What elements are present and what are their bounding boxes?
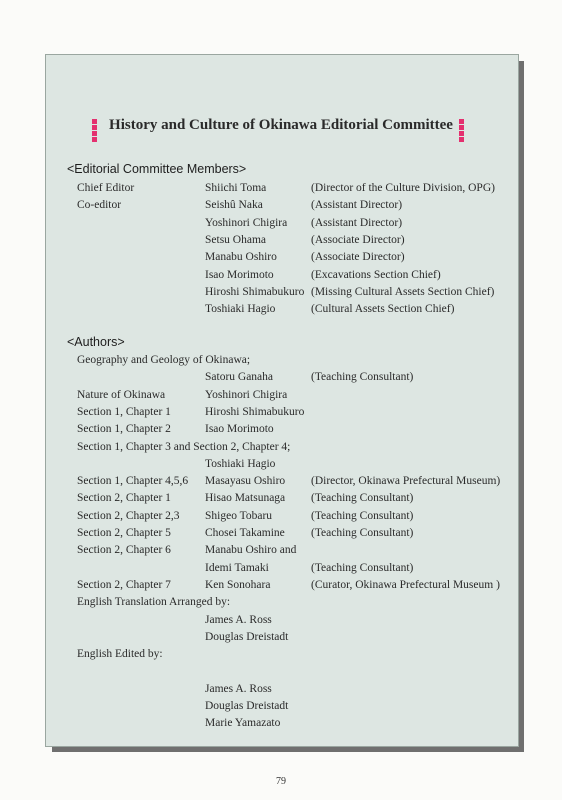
credit-title: (Assistant Director): [311, 216, 403, 229]
credit-name: Seishû Naka: [205, 199, 263, 212]
credit-row: [0, 301, 562, 318]
credit-title: (Teaching Consultant): [311, 492, 414, 505]
credit-name: Toshiaki Hagio: [205, 303, 276, 316]
credit-name: Satoru Ganaha: [205, 371, 274, 384]
credit-row: [0, 577, 562, 594]
credit-title: (Teaching Consultant): [311, 509, 414, 522]
credit-name: Idemi Tamaki: [205, 561, 269, 574]
credit-role: Co-editor: [77, 199, 122, 212]
credit-name: Chosei Takamine: [205, 527, 285, 539]
credit-row: [0, 681, 562, 698]
credit-title: (Teaching Consultant): [311, 527, 414, 539]
ornament-squares-icon: [459, 119, 470, 130]
credit-row: [0, 352, 562, 369]
page-number: 79: [276, 776, 286, 787]
credit-row: [0, 490, 562, 507]
credit-name: Ken Sonohara: [205, 578, 271, 591]
credit-title: (Teaching Consultant): [311, 561, 414, 574]
credit-row: [0, 369, 562, 386]
credit-title: (Associate Director): [311, 233, 405, 246]
credit-row: [0, 525, 562, 542]
credit-role: Section 1, Chapter 1: [77, 405, 171, 418]
credit-name: Toshiaki Hagio: [205, 457, 276, 470]
credit-row: [0, 698, 562, 715]
credit-role: Section 1, Chapter 3 and Section 2, Chapter 4;: [77, 440, 291, 453]
credit-title: (Associate Director): [311, 251, 405, 264]
credit-role: Nature of Okinawa: [77, 388, 166, 401]
credit-name: Marie Yamazato: [205, 717, 281, 730]
credit-name: Shigeo Tobaru: [205, 509, 273, 522]
credit-row: [0, 284, 562, 301]
credit-title: (Cultural Assets Section Chief): [311, 303, 455, 316]
credit-title: (Director of the Culture Division, OPG): [311, 182, 495, 194]
credit-name: Douglas Dreistadt: [205, 630, 289, 643]
credit-name: Hiroshi Shimabukuro: [205, 285, 305, 298]
credit-row: [0, 387, 562, 404]
credit-name: Manabu Oshiro: [205, 251, 277, 264]
credit-row: [0, 215, 562, 232]
credit-name: Douglas Dreistadt: [205, 700, 289, 712]
credit-name: Shiichi Toma: [205, 182, 267, 194]
credit-row: [0, 715, 562, 732]
credit-row: [0, 232, 562, 249]
credit-role: Section 2, Chapter 1: [77, 492, 171, 505]
credit-row: [0, 197, 562, 214]
credit-row: [0, 594, 562, 611]
credit-name: Isao Morimoto: [205, 423, 274, 436]
credit-role: Section 2, Chapter 2,3: [77, 509, 180, 522]
ornament-squares-icon: [92, 119, 103, 130]
credit-row: [0, 473, 562, 490]
credit-name: Masayasu Oshiro: [205, 475, 286, 488]
credit-role: English Edited by:: [77, 648, 163, 661]
credit-role: Section 1, Chapter 2: [77, 423, 171, 436]
credit-name: Hisao Matsunaga: [205, 492, 286, 505]
credit-row: [0, 560, 562, 577]
credit-row: [0, 404, 562, 421]
credit-role: Section 2, Chapter 7: [77, 578, 171, 591]
credit-row: [0, 629, 562, 646]
credit-row: [0, 249, 562, 266]
credit-title: (Curator, Okinawa Prefectural Museum ): [311, 578, 500, 591]
credit-name: Setsu Ohama: [205, 233, 267, 246]
credit-role: Chief Editor: [77, 182, 135, 194]
credit-name: Hiroshi Shimabukuro: [205, 405, 305, 418]
credit-row: [0, 646, 562, 663]
credit-row: [0, 663, 562, 680]
credit-role: Section 2, Chapter 6: [77, 544, 171, 557]
credit-row: [0, 180, 562, 197]
credit-row: [0, 508, 562, 525]
credit-name: James A. Ross: [205, 682, 272, 695]
credit-role: Geography and Geology of Okinawa;: [77, 354, 251, 366]
authors-heading: <Authors>: [67, 335, 125, 349]
credit-title: (Director, Okinawa Prefectural Museum): [311, 475, 501, 488]
credit-role: Section 2, Chapter 5: [77, 527, 171, 539]
credit-role: Section 1, Chapter 4,5,6: [77, 475, 189, 488]
credit-name: James A. Ross: [205, 613, 272, 626]
title-text: History and Culture of Okinawa Editorial Committee: [109, 117, 453, 133]
credit-row: [0, 439, 562, 456]
credit-row: [0, 421, 562, 438]
credit-title: (Missing Cultural Assets Section Chief): [311, 285, 495, 298]
credit-row: [0, 542, 562, 559]
credit-name: Manabu Oshiro and: [205, 544, 297, 557]
credit-name: Yoshinori Chigira: [205, 216, 288, 229]
credit-title: (Excavations Section Chief): [311, 268, 441, 281]
credit-title: (Teaching Consultant): [311, 371, 414, 384]
credit-row: [0, 267, 562, 284]
credit-title: (Assistant Director): [311, 199, 403, 212]
committee-heading: <Editorial Committee Members>: [67, 162, 247, 176]
page-title: [0, 117, 562, 134]
credit-row: [0, 456, 562, 473]
credit-role: English Translation Arranged by:: [77, 596, 231, 609]
credit-name: Yoshinori Chigira: [205, 388, 288, 401]
credit-name: Isao Morimoto: [205, 268, 274, 281]
credit-row: [0, 612, 562, 629]
